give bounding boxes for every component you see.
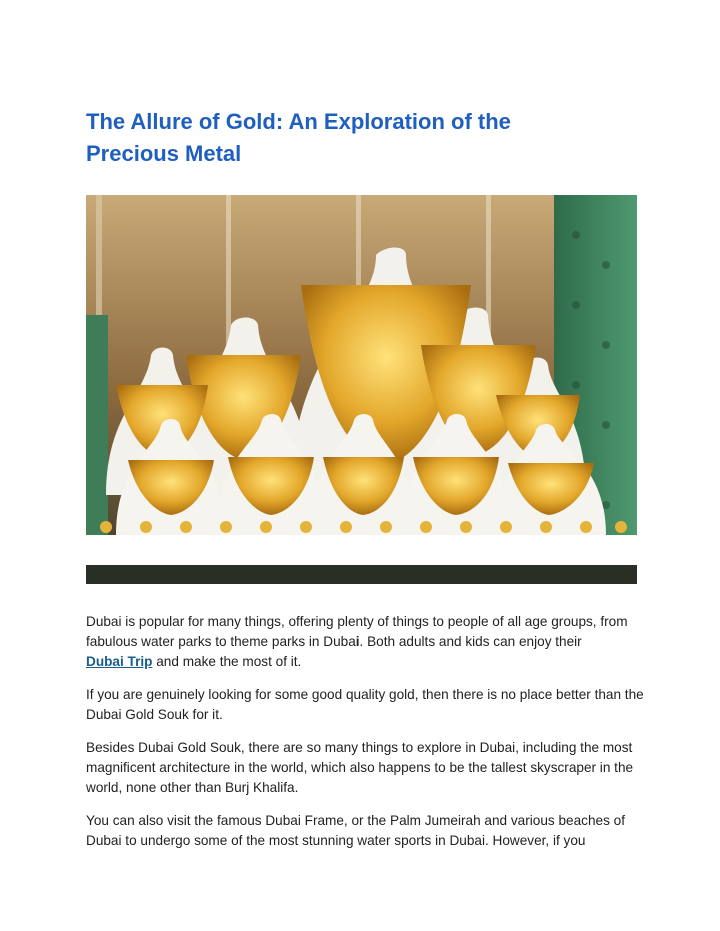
article-body	[86, 612, 646, 864]
paragraph-1-text: Dubai is popular for many things, offering plenty of things to people of all age groups, from fabulous water parks to theme parks in Duba	[86, 614, 628, 649]
paragraph-3: Besides Dubai Gold Souk, there are so many things to explore in Dubai, including the most magnificent architecture in the world, which also happens to be the tallest skyscraper in the world, none other than Burj Khalifa.	[86, 740, 634, 795]
title-line-2: Precious Metal	[86, 141, 242, 166]
gold-jewelry-photo	[86, 195, 637, 584]
paragraph-1-end: and make the most of it.	[152, 654, 302, 669]
paragraph-2: If you are genuinely looking for some good quality gold, then there is no place better than the Dubai Gold Souk for it.	[86, 687, 644, 722]
paragraph-1-bold-char: i	[355, 634, 360, 649]
dubai-trip-link[interactable]: Dubai Trip	[86, 654, 153, 669]
paragraph-1	[86, 612, 646, 672]
paragraph-1-mid: . Both adults and kids can enjoy their	[359, 634, 582, 649]
paragraph-4: You can also visit the famous Dubai Frame, or the Palm Jumeirah and various beaches of Dubai to undergo some of the most stunning water sports in Dubai. However, if you	[86, 813, 625, 848]
gold-jewelry-display-illustration	[86, 195, 637, 584]
page-title	[86, 106, 646, 170]
title-line-1: The Allure of Gold: An Exploration of the	[86, 109, 511, 134]
